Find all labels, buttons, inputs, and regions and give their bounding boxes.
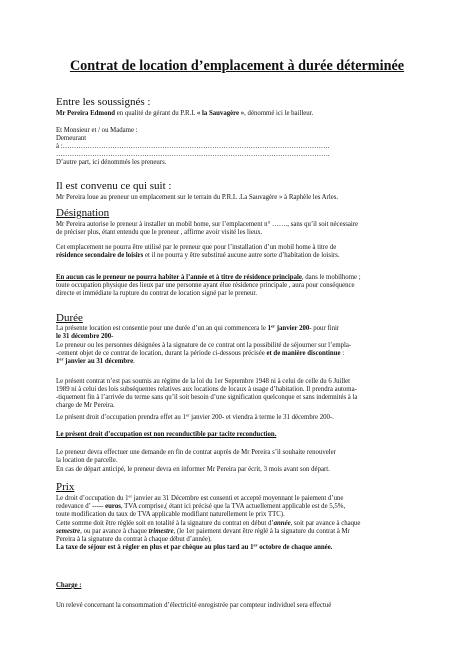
duree-line: En cas de départ anticipé, le preneur devra en informer Mr Pereira par écrit, 3 mois avant son départ. [56, 466, 330, 473]
tourist-tax-text: La taxe de séjour est à régler en plus et par chèque au plus tard au 1 [56, 544, 254, 552]
section-heading-parties: Entre les soussignés : [56, 96, 151, 108]
prix-text: , soit par avance à chaque [290, 520, 361, 527]
duree-paragraph-7 [56, 466, 428, 474]
payment-quarter: trimestre [148, 528, 174, 536]
duree-paragraph-2 [56, 342, 428, 366]
document-title: Contrat de location d’emplacement à durée déterminée [69, 58, 405, 74]
lessor-name: Mr Pereira Edmond [56, 110, 116, 117]
start-day: 1 [267, 325, 271, 332]
duree-paragraph-4 [56, 414, 428, 422]
prix-text: , (le 1er paiement devant être réglé à la signature du contrat à Mr [173, 528, 350, 536]
non-renewable-clause [56, 431, 428, 439]
duree-line: charge de Mr Pereira. [56, 402, 115, 410]
designation-text: et il ne pourra y être substitué aucune autre sorte d’habitation de loisirs. [143, 252, 340, 260]
duree-paragraph-3 [56, 378, 428, 410]
discontinuous-clause: et de manière discontinue [266, 350, 341, 358]
charge-line: Un relevé concernant la consommation d’électricité enregistrée par compteur individuel sera effectué [56, 602, 332, 609]
lessee-block [56, 127, 428, 167]
designation-line: Mr Pereira autorise le preneur à installer un mobil home, sur l’emplacement n° ……., sans qu’il soit nécessaire [56, 221, 359, 228]
duree-line [56, 414, 428, 422]
prix-text: , TVA comprise,( étant ici précisé que la TVA actuellement applicable est de 5,5%, [120, 503, 346, 511]
prix-line: toute modification du taux de TVA applicable modifiant naturellement le prix TTC). [56, 511, 285, 519]
end-date-text: le 31 décembre 200- [56, 333, 114, 341]
prix-text: Le droit d’occupation du 1 [56, 495, 129, 502]
duree-text: La présente location est consentie pour une durée d’un an qui commencera le [56, 325, 268, 332]
duree-paragraph-1 [56, 325, 428, 341]
agreement-text [56, 194, 428, 202]
charge-paragraph [56, 602, 428, 610]
prix-line [56, 503, 428, 511]
duree-paragraph-6 [56, 449, 428, 465]
prix-line: Pereira à la signature du contrat à chaque début d’année). [56, 536, 212, 544]
lessee-designation: D’autre part, ici dénommés les preneurs. [56, 159, 167, 167]
designation-text: , dans le mobilhome ; [301, 274, 361, 281]
lessee-address-blank-2: …………………………………………………………………………………………………………. [56, 151, 330, 159]
designation-line: de préciser plus, étant entendu que le preneur , affirme avoir visité les lieux. [56, 229, 263, 237]
payment-semester: semestre [56, 528, 81, 536]
prix-line [56, 520, 428, 528]
duree-line: Le preneur ou les personnes désignées à la signature de ce contrat ont la possibilité de séjourner sur l’empla- [56, 342, 352, 349]
prix-text: , ou par avance à chaque [80, 528, 149, 536]
non-renewable-text: Le présent droit d’occupation est non reconductible par tacite reconduction. [56, 431, 277, 438]
designation-line [56, 252, 428, 260]
charge-heading-text: Charge : [56, 582, 82, 589]
duree-paragraph-5 [56, 431, 428, 439]
end-date [56, 333, 428, 341]
charge-heading-block [56, 582, 428, 590]
designation-line: directe et immédiate la rupture du contrat de location signé par le preneur. [56, 290, 257, 298]
lessor-suffix: , dénommé ici le bailleur. [244, 110, 314, 117]
duree-line [56, 325, 428, 333]
ordinal-suffix: er [185, 412, 190, 418]
lessee-address-blank: à :………………………………………………………………………………………………………. [56, 143, 330, 151]
lessee-address-label: Demeurant [56, 135, 87, 143]
agreement-line: Mr Pereira loue au preneur un emplacement sur le terrain du P.R.L .La Sauvagère » à Raphèle les Arles. [56, 194, 339, 201]
section-heading-agreement: Il est convenu ce qui suit : [56, 180, 172, 192]
ordinal-suffix: er [128, 493, 133, 499]
currency: euros [105, 503, 121, 511]
duree-line: Le preneur devra effectuer une demande en fin de contrat auprès de Mr Pereira s’il souhaite renouveler [56, 449, 336, 456]
parties-block [56, 110, 428, 118]
tourist-tax-deadline: octobre de chaque année. [257, 544, 333, 552]
prix-paragraph-2 [56, 520, 428, 552]
duree-line: -tiquement fin à l’arrivée du terme sans qu’il soit besoin d’une signification quelconque et sans indemnités à la [56, 394, 358, 402]
ordinal-suffix: er [253, 542, 258, 548]
designation-paragraph-3 [56, 274, 428, 298]
duree-line: Le présent contrat n’est pas soumis au régime de la loi du 1er Septembre 1948 ni à celui de celle du 6 Juillet [56, 378, 351, 385]
start-date: janvier 200- [275, 325, 312, 332]
period-text: janvier au 31 décembre [63, 358, 134, 366]
designation-line: toute occupation physique des lieux par une personne ayant élue résidence principale , aura pour conséquence [56, 282, 355, 290]
prix-line [56, 495, 428, 503]
prix-text: Cette somme doit être réglée soit en totalité à la signature du contrat en début d’ [56, 520, 274, 527]
duree-text: : [340, 350, 345, 358]
designation-line: Cet emplacement ne pourra être utilisé par le preneur que pour l’installation d’un mobil home à titre de [56, 244, 337, 251]
tourist-tax-line [56, 544, 428, 552]
duree-line [56, 350, 428, 358]
designation-line [56, 274, 428, 282]
prix-paragraph-1 [56, 495, 428, 519]
lessor-role: en qualité de gérant du P.R.L [115, 110, 197, 117]
period-end-punct: . [133, 358, 135, 366]
payment-annual: année [273, 520, 291, 527]
section-heading-duree: Durée [56, 312, 83, 324]
secondary-residence-term: résidence secondaire de loisirs [56, 252, 144, 260]
duree-text: -cement objet de ce contrat de location, durant la période ci-dessous précisée [56, 350, 267, 358]
period-day: 1 [56, 358, 60, 366]
duree-text: janvier 200- et viendra à terme le 31 décembre 200-. [189, 414, 334, 421]
no-main-residence-clause: En aucun cas le preneur ne pourra habiter à l’année et à titre de résidence principale [56, 274, 302, 281]
duree-text: pour finir [311, 325, 340, 332]
section-heading-designation: Désignation [56, 207, 110, 219]
lessee-line: Et Monsieur et / ou Madame : [56, 127, 138, 134]
ordinal-suffix: er [270, 323, 276, 329]
section-heading-charge [56, 582, 428, 590]
ordinal-suffix: er [59, 356, 64, 362]
lessor-park: « la Sauvagère » [196, 110, 245, 117]
designation-paragraph-1 [56, 221, 428, 237]
lessor-line [56, 110, 428, 118]
occupancy-period [56, 358, 428, 366]
prix-text: redevance d’ ----- [56, 503, 106, 511]
prix-line [56, 528, 428, 536]
duree-text: Le présent droit d’occupation prendra effet au 1 [56, 414, 186, 421]
duree-line: 1989 ni à celui des lois subséquentes relatives aux locations de locaux à usage d’habitation. Il prendra automa- [56, 386, 357, 394]
prix-text: janvier au 31 Décembre est consenti et accepté moyennant le paiement d’une [132, 495, 344, 502]
section-heading-prix: Prix [56, 481, 75, 493]
duree-line: la location de parcelle. [56, 457, 118, 465]
designation-paragraph-2 [56, 244, 428, 260]
